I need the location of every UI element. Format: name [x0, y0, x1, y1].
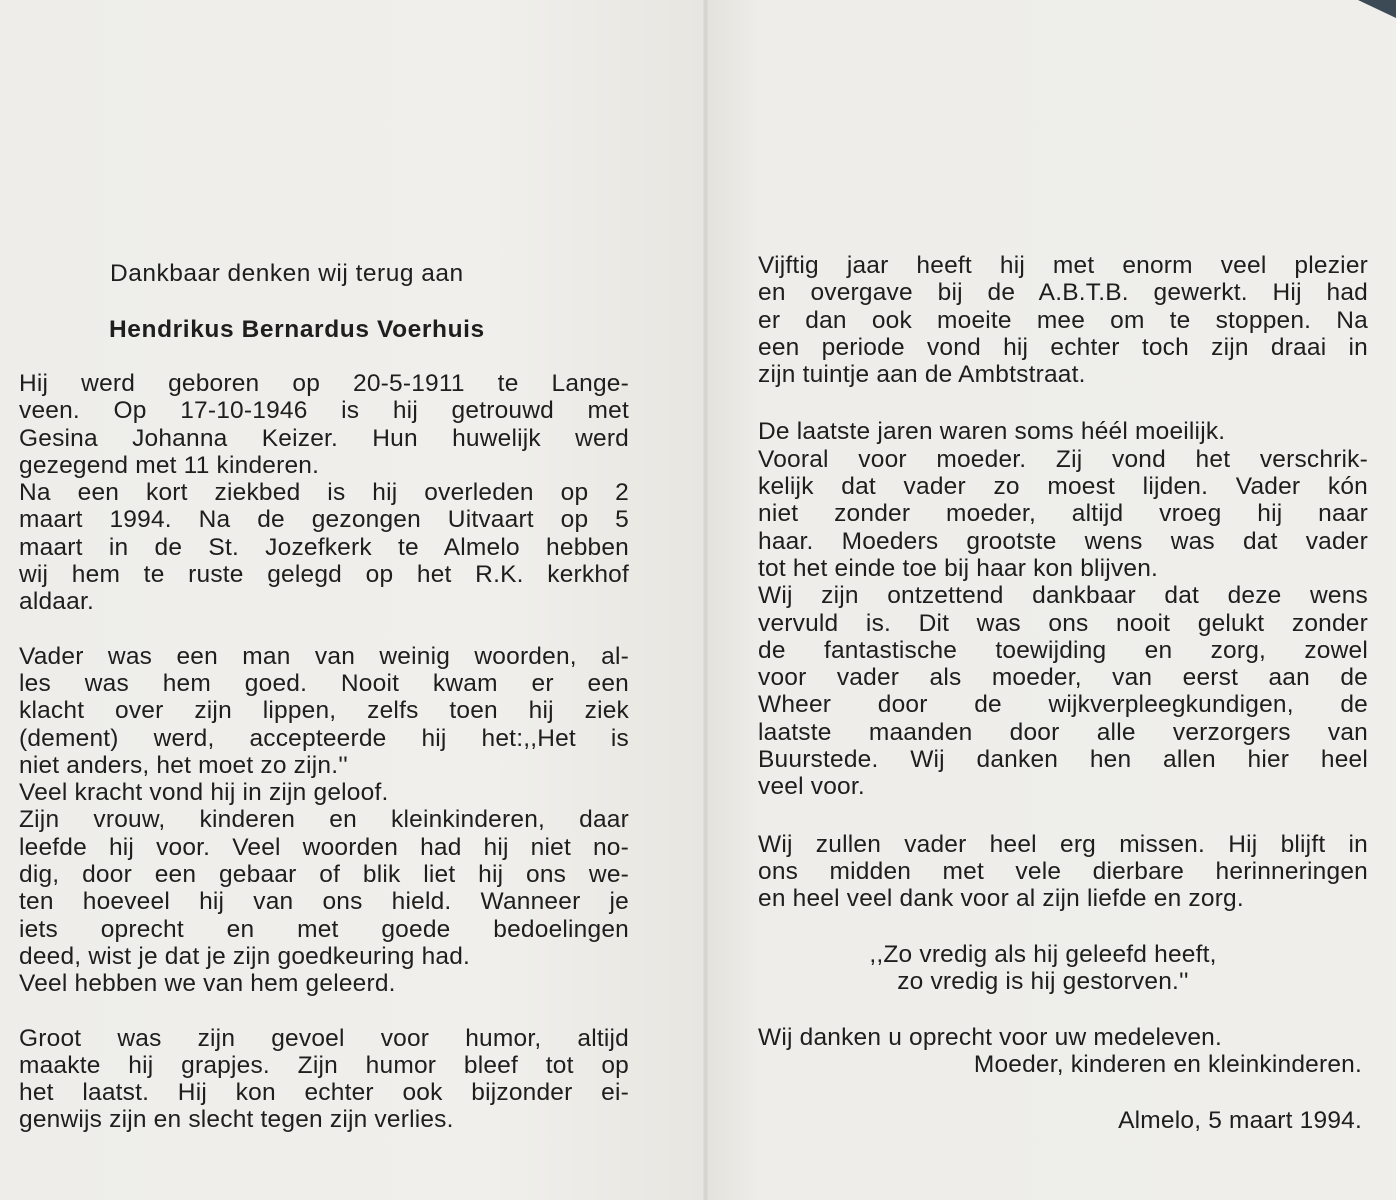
text-line: zijn tuintje aan de Ambtstraat. [758, 361, 1086, 389]
text-line: voor vader als moeder, van eerst aan de [758, 664, 1368, 692]
text-line: (dement) werd, accepteerde hij het:,,Het is [19, 724, 629, 752]
text-line: kelijk dat vader zo moest lijden. Vader kón [758, 473, 1368, 501]
text-line: Buurstede. Wij danken hen allen hier heel [758, 746, 1368, 774]
text-line: niet zonder moeder, altijd vroeg hij naar [758, 500, 1368, 528]
text-line: iets oprecht en met goede bedoelingen [19, 915, 629, 943]
text-line: Groot was zijn gevoel voor humor, altijd [19, 1024, 629, 1052]
text-line: leefde hij voor. Veel woorden had hij niet no- [19, 833, 629, 861]
work-paragraph [758, 252, 1368, 388]
humor-paragraph [19, 1025, 629, 1134]
text-line: aldaar. [19, 588, 94, 616]
right-text-column [758, 252, 1368, 1134]
deceased-name: Hendrikus Bernardus Voerhuis [109, 316, 485, 343]
text-line: Wij zijn ontzettend dankbaar dat deze wens [758, 582, 1368, 610]
text-line: de fantastische toewijding en zorg, zowel [758, 636, 1368, 664]
text-line: Zijn vrouw, kinderen en kleinkinderen, daar [19, 806, 629, 834]
text-line: vervuld is. Dit was ons nooit gelukt zonder [758, 609, 1368, 637]
background-corner [1358, 0, 1396, 18]
text-line: en heel veel dank voor al zijn liefde en zorg. [758, 885, 1244, 913]
text-line: niet anders, het moet zo zijn.'' [19, 751, 348, 779]
text-line: wij hem te ruste gelegd op het R.K. kerkhof [19, 561, 629, 589]
text-line: het laatst. Hij kon echter ook bijzonder ei- [19, 1079, 629, 1107]
text-line: Veel hebben we van hem geleerd. [19, 970, 396, 998]
character-paragraph [19, 643, 629, 998]
quote-line: ,,Zo vredig als hij geleefd heeft, [869, 940, 1217, 968]
thanks-line: Wij danken u oprecht voor uw medeleven. [758, 1024, 1223, 1052]
birth-death-paragraph [19, 370, 629, 616]
text-line: Gesina Johanna Keizer. Hun huwelijk werd [19, 424, 629, 452]
text-line: Na een kort ziekbed is hij overleden op 2 [19, 479, 629, 507]
missing-paragraph [758, 831, 1368, 913]
text-line: les was hem goed. Nooit kwam er een [19, 669, 629, 697]
text-line: veel voor. [758, 773, 865, 801]
intro-line: Dankbaar denken wij terug aan [110, 260, 464, 287]
text-line: maart 1994. Na de gezongen Uitvaart op 5 [19, 506, 629, 534]
text-line: er dan ook moeite mee om te stoppen. Na [758, 306, 1368, 334]
text-line: deed, wist je dat je zijn goedkeuring had. [19, 942, 471, 970]
text-line: Vader was een man van weinig woorden, al- [19, 642, 629, 670]
quote-line: zo vredig is hij gestorven.'' [897, 967, 1189, 995]
text-line: Veel kracht vond hij in zijn geloof. [19, 779, 389, 807]
left-text-column [19, 370, 629, 1134]
text-line: een periode vond hij echter toch zijn draai in [758, 333, 1368, 361]
text-line: maakte hij grapjes. Zijn humor bleef tot op [19, 1051, 629, 1079]
last-years-paragraph [758, 418, 1368, 800]
text-line: De laatste jaren waren soms héél moeilijk. [758, 418, 1226, 446]
text-line: ten hoeveel hij van ons hield. Wanneer je [19, 888, 629, 916]
closing-quote [758, 941, 1368, 996]
text-line: maart in de St. Jozefkerk te Almelo hebben [19, 533, 629, 561]
text-line: genwijs zijn en slecht tegen zijn verlies. [19, 1106, 454, 1134]
text-line: en overgave bij de A.B.T.B. gewerkt. Hij had [758, 279, 1368, 307]
text-line: Wheer door de wijkverpleegkundigen, de [758, 691, 1368, 719]
text-line: Vijftig jaar heeft hij met enorm veel plezier [758, 252, 1368, 279]
text-line: klacht over zijn lippen, zelfs toen hij ziek [19, 697, 629, 725]
signature-line: Moeder, kinderen en kleinkinderen. [973, 1051, 1362, 1079]
place-date: Almelo, 5 maart 1994. [1118, 1106, 1362, 1134]
text-line: veen. Op 17-10-1946 is hij getrouwd met [19, 397, 629, 425]
text-line: ons midden met vele dierbare herinneringen [758, 857, 1368, 885]
text-line: haar. Moeders grootste wens was dat vader [758, 527, 1368, 555]
text-line: Vooral voor moeder. Zij vond het verschrik- [758, 445, 1368, 473]
text-line: dig, door een gebaar of blik liet hij ons we- [19, 861, 629, 889]
text-line: gezegend met 11 kinderen. [19, 451, 320, 479]
text-line: Hij werd geboren op 20-5-1911 te Lange- [19, 370, 629, 397]
card-fold [703, 0, 708, 1200]
text-line: tot het einde toe bij haar kon blijven. [758, 554, 1159, 582]
text-line: Wij zullen vader heel erg missen. Hij blijft in [758, 830, 1368, 858]
text-line: laatste maanden door alle verzorgers van [758, 718, 1368, 746]
